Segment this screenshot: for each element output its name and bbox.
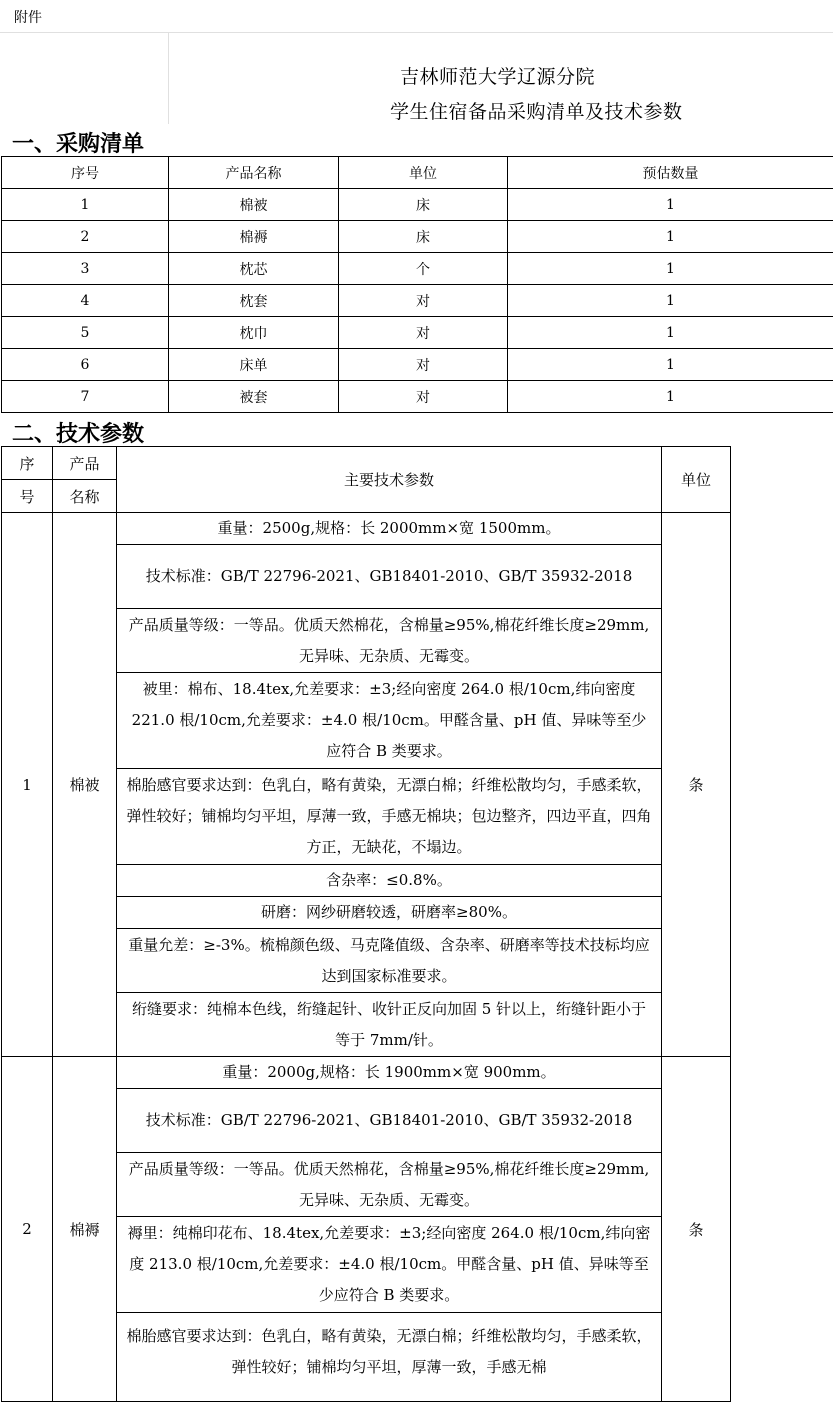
table-row (2, 221, 833, 253)
cell-unit: 床 (339, 221, 508, 253)
purchase-list-header (2, 157, 833, 189)
cell-product-name: 枕套 (169, 285, 339, 317)
header-unit: 单位 (662, 447, 731, 513)
param-cell: 重量：2500g,规格：长 2000mm×宽 1500mm。 (117, 513, 662, 545)
header-main-params: 主要技术参数 (117, 447, 662, 513)
cell-seq: 3 (2, 253, 169, 285)
header-name-line2: 名称 (53, 480, 117, 513)
table-row (2, 189, 833, 221)
table-row (2, 317, 833, 349)
cell-seq: 4 (2, 285, 169, 317)
header-quantity: 预估数量 (508, 157, 833, 189)
cell-product-name: 棉褥 (169, 221, 339, 253)
cell-product-name: 被套 (169, 381, 339, 413)
header-name-line1: 产品 (53, 447, 117, 480)
header-product-name: 产品名称 (169, 157, 339, 189)
param-cell: 技术标准：GB/T 22796-2021、GB18401-2010、GB/T 35932-2018 (117, 1089, 662, 1153)
purchase-list-table (1, 156, 833, 413)
tech-params-table (1, 446, 731, 1402)
product-name: 棉被 (53, 513, 117, 1057)
table-row (2, 253, 833, 285)
header-seq-line2: 号 (2, 480, 53, 513)
section1-heading: 一、采购清单 (12, 127, 144, 158)
cell-seq: 2 (2, 221, 169, 253)
title-divider (168, 32, 169, 124)
cell-quantity: 1 (508, 285, 833, 317)
table-row (2, 285, 833, 317)
cell-quantity: 1 (508, 381, 833, 413)
param-cell: 重量：2000g,规格：长 1900mm×宽 900mm。 (117, 1057, 662, 1089)
cell-seq: 7 (2, 381, 169, 413)
header-unit: 单位 (339, 157, 508, 189)
param-cell: 绗缝要求：纯棉本色线，绗缝起针、收针正反向加固 5 针以上，绗缝针距小于等于 7mm/针。 (117, 993, 662, 1057)
product-unit: 条 (662, 1057, 731, 1402)
cell-product-name: 棉被 (169, 189, 339, 221)
document-title-line1: 吉林师范大学辽源分院 (400, 62, 595, 89)
param-cell: 重量允差：≥-3%。梳棉颜色级、马克隆值级、含杂率、研磨率等技术技标均应达到国家标准要求。 (117, 929, 662, 993)
table-row (2, 513, 731, 545)
param-cell: 含杂率：≤0.8%。 (117, 865, 662, 897)
cell-quantity: 1 (508, 317, 833, 349)
header-seq-line1: 序 (2, 447, 53, 480)
tech-params-header-row1 (2, 447, 731, 480)
product-seq: 2 (2, 1057, 53, 1402)
cell-product-name: 床单 (169, 349, 339, 381)
cell-unit: 床 (339, 189, 508, 221)
cell-quantity: 1 (508, 221, 833, 253)
cell-unit: 对 (339, 317, 508, 349)
param-cell: 产品质量等级：一等品。优质天然棉花，含棉量≥95%,棉花纤维长度≥29mm,无异味、无杂质、无霉变。 (117, 609, 662, 673)
document-title-line2: 学生住宿备品采购清单及技术参数 (390, 97, 683, 124)
cell-unit: 对 (339, 349, 508, 381)
cell-seq: 5 (2, 317, 169, 349)
product-name: 棉褥 (53, 1057, 117, 1402)
header-seq: 序号 (2, 157, 169, 189)
cell-quantity: 1 (508, 253, 833, 285)
attachment-label: 附件 (14, 7, 42, 27)
cell-unit: 个 (339, 253, 508, 285)
cell-quantity: 1 (508, 349, 833, 381)
attachment-header (0, 0, 833, 33)
param-cell: 被里：棉布、18.4tex,允差要求：±3;经向密度 264.0 根/10cm,纬向密度 221.0 根/10cm,允差要求：±4.0 根/10cm。甲醛含量、pH 值、异味等至少应符合 B 类要求。 (117, 673, 662, 769)
product-seq: 1 (2, 513, 53, 1057)
param-cell: 产品质量等级：一等品。优质天然棉花，含棉量≥95%,棉花纤维长度≥29mm,无异味、无杂质、无霉变。 (117, 1153, 662, 1217)
table-row (2, 1057, 731, 1089)
section2-heading: 二、技术参数 (12, 417, 144, 448)
table-row (2, 381, 833, 413)
param-cell: 褥里：纯棉印花布、18.4tex,允差要求：±3;经向密度 264.0 根/10cm,纬向密度 213.0 根/10cm,允差要求：±4.0 根/10cm。甲醛含量、pH 值、异味等至少应符合 B 类要求。 (117, 1217, 662, 1313)
cell-quantity: 1 (508, 189, 833, 221)
cell-unit: 对 (339, 381, 508, 413)
cell-seq: 6 (2, 349, 169, 381)
cell-unit: 对 (339, 285, 508, 317)
product-unit: 条 (662, 513, 731, 1057)
cell-seq: 1 (2, 189, 169, 221)
param-cell: 技术标准：GB/T 22796-2021、GB18401-2010、GB/T 35932-2018 (117, 545, 662, 609)
param-cell: 研磨：网纱研磨较透，研磨率≥80%。 (117, 897, 662, 929)
table-row (2, 349, 833, 381)
param-cell: 棉胎感官要求达到：色乳白，略有黄染，无漂白棉；纤维松散均匀，手感柔软，弹性较好；铺棉均匀平坦，厚薄一致，手感无棉块；包边整齐，四边平直，四角方正，无缺花，不塌边。 (117, 769, 662, 865)
cell-product-name: 枕芯 (169, 253, 339, 285)
param-cell: 棉胎感官要求达到：色乳白，略有黄染，无漂白棉；纤维松散均匀，手感柔软，弹性较好；铺棉均匀平坦，厚薄一致，手感无棉 (117, 1313, 662, 1402)
cell-product-name: 枕巾 (169, 317, 339, 349)
